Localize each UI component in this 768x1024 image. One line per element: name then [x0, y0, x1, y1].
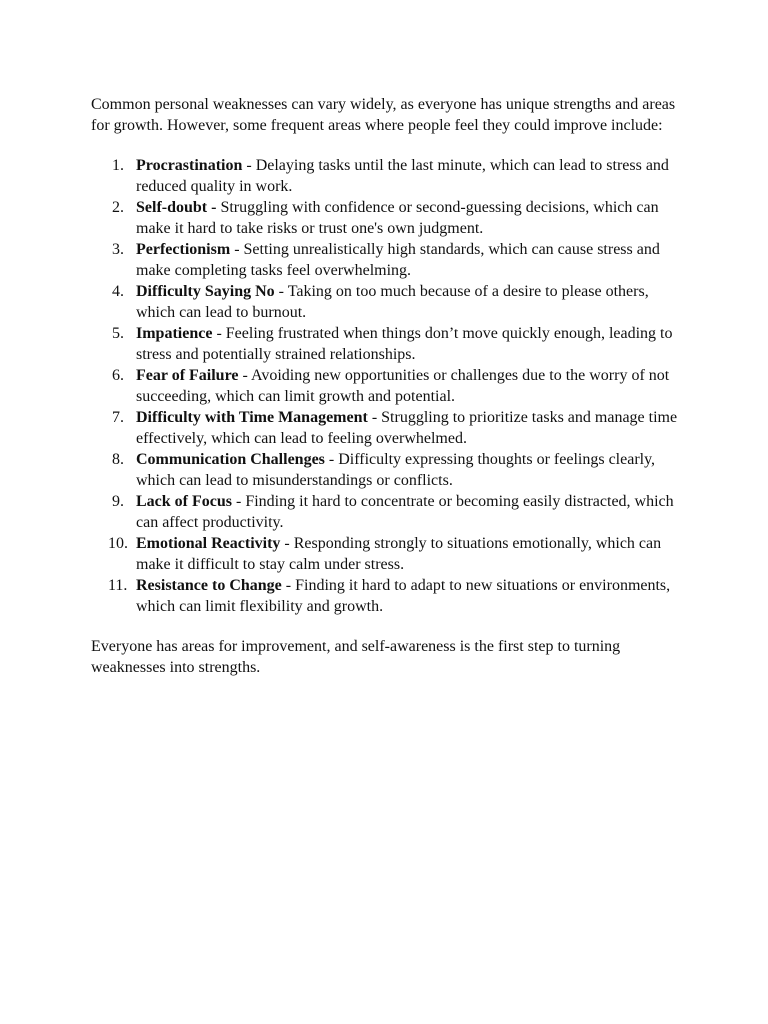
list-item	[91, 365, 681, 407]
list-item-separator: -	[281, 577, 296, 594]
list-item-number: 6.	[112, 367, 124, 384]
list-item	[91, 323, 681, 365]
list-item	[91, 491, 681, 533]
list-item-separator: -	[212, 325, 226, 342]
list-item-number: 11.	[108, 577, 128, 594]
list-item-number: 9.	[112, 493, 124, 510]
list-item-description: Delaying tasks until the last minute, which can lead to stress and reduced quality in work.	[136, 157, 669, 195]
list-item-term: Communication Challenges	[136, 451, 325, 468]
list-item-description: Difficulty expressing thoughts or feelings clearly, which can lead to misunderstandings or conflicts.	[136, 451, 656, 489]
list-item-term: Perfectionism	[136, 241, 231, 258]
list-item-term: Difficulty with Time Management	[136, 409, 368, 426]
list-item-term: Emotional Reactivity	[136, 535, 281, 552]
list-item-separator: -	[324, 451, 339, 468]
list-item-description: Avoiding new opportunities or challenges due to the worry of not succeeding, which can limit growth and potential.	[136, 367, 670, 405]
list-item-description: Finding it hard to concentrate or becoming easily distracted, which can affect productivity.	[136, 493, 674, 531]
list-item-number: 7.	[112, 409, 124, 426]
list-item-separator: -	[238, 367, 251, 384]
list-item-separator: -	[230, 241, 244, 258]
list-item	[91, 281, 681, 323]
list-item-term: Lack of Focus	[136, 493, 232, 510]
list-item-description: Struggling with confidence or second-guessing decisions, which can make it hard to take risks or trust one's own judgment.	[136, 199, 659, 237]
list-item-number: 1.	[112, 157, 124, 174]
list-item-description: Finding it hard to adapt to new situations or environments, which can limit flexibility and growth.	[136, 577, 671, 615]
list-item-number: 5.	[112, 325, 124, 342]
intro-paragraph: Common personal weaknesses can vary widely, as everyone has unique strengths and areas for growth. However, some frequent areas where people feel they could improve include:	[91, 96, 676, 134]
list-item-number: 8.	[112, 451, 124, 468]
list-item-separator: -	[367, 409, 382, 426]
list-item-separator: -	[232, 493, 246, 510]
list-item-term: Difficulty Saying No	[136, 283, 275, 300]
list-item-description: Responding strongly to situations emotionally, which can make it difficult to stay calm under stress.	[136, 535, 662, 573]
document-page	[91, 94, 681, 678]
list-item-term: Impatience	[136, 325, 213, 342]
list-item	[91, 575, 681, 617]
list-item-number: 2.	[112, 199, 124, 216]
list-item	[91, 407, 681, 449]
list-item-separator: -	[242, 157, 256, 174]
list-item-separator: -	[274, 283, 288, 300]
list-item-separator: -	[280, 535, 294, 552]
list-item-term: Procrastination	[136, 157, 243, 174]
list-item-number: 10.	[108, 535, 128, 552]
list-item-term: Self-doubt -	[136, 199, 217, 216]
conclusion-paragraph: Everyone has areas for improvement, and self-awareness is the first step to turning weaknesses into strengths.	[91, 638, 621, 676]
list-item-description: Feeling frustrated when things don’t move quickly enough, leading to stress and potentially strained relationships.	[136, 325, 673, 363]
list-item	[91, 533, 681, 575]
list-item	[91, 197, 681, 239]
list-item-term: Resistance to Change	[136, 577, 282, 594]
list-item	[91, 449, 681, 491]
list-item-description: Setting unrealistically high standards, which can cause stress and make completing tasks feel overwhelming.	[136, 241, 660, 279]
weaknesses-list	[91, 155, 681, 617]
list-item-number: 4.	[112, 283, 124, 300]
list-item	[91, 155, 681, 197]
list-item-number: 3.	[112, 241, 124, 258]
list-item-term: Fear of Failure	[136, 367, 239, 384]
list-item	[91, 239, 681, 281]
list-item-description: Struggling to prioritize tasks and manage time effectively, which can lead to feeling overwhelmed.	[136, 409, 678, 447]
list-item-description: Taking on too much because of a desire to please others, which can lead to burnout.	[136, 283, 649, 321]
